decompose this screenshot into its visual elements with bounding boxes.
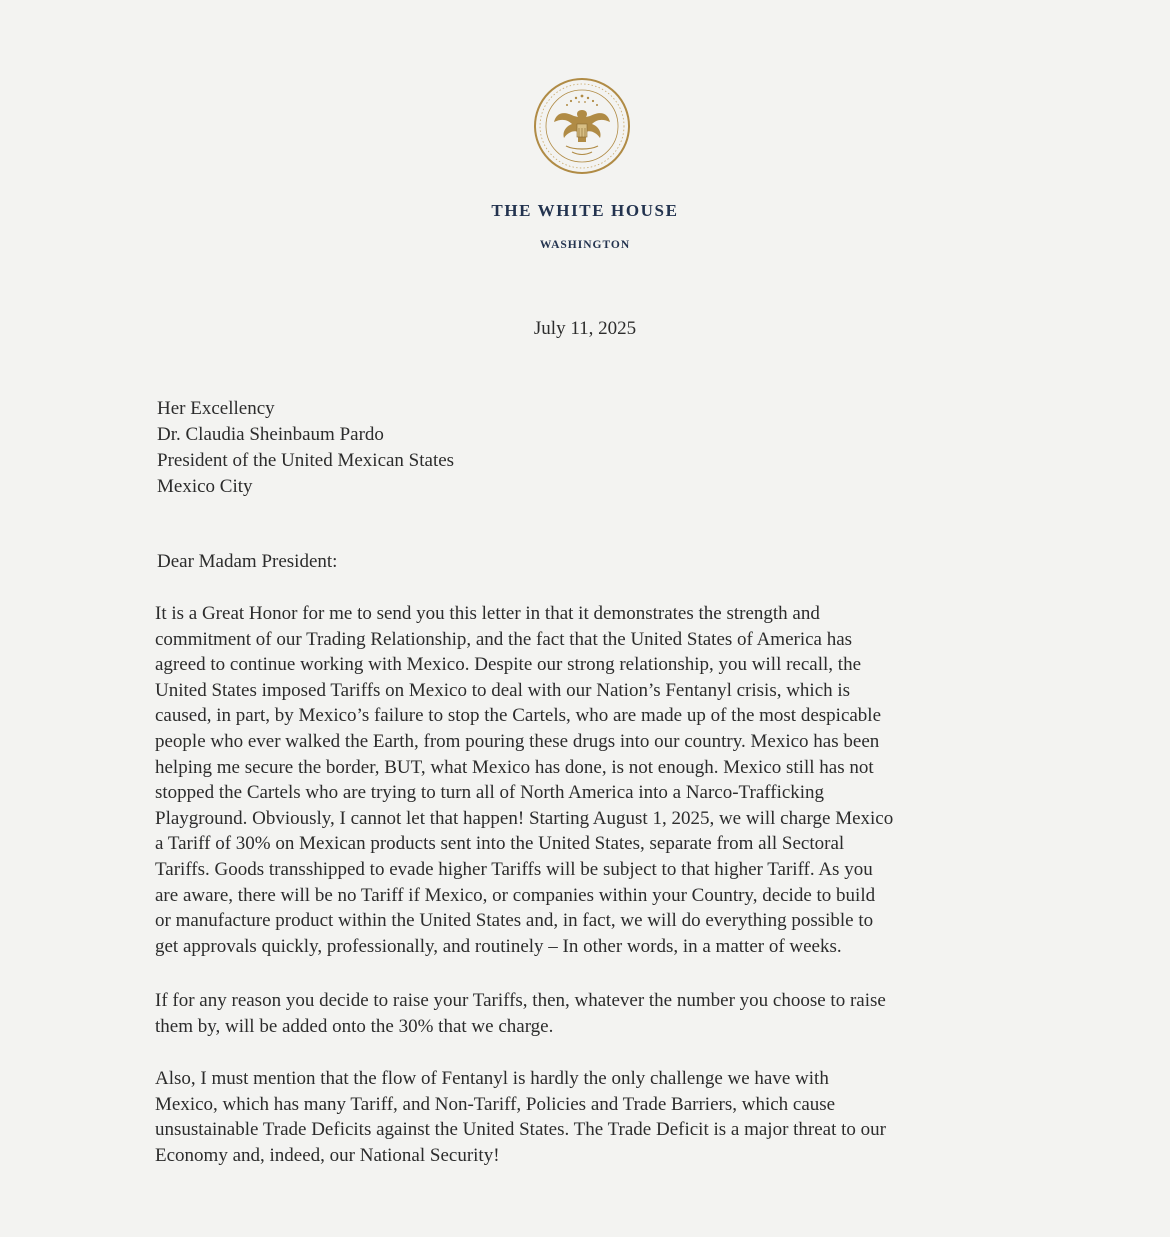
recipient-line: President of the United Mexican States (157, 450, 455, 471)
paragraph-line: commitment of our Trading Relationship, and the fact that the United States of America has (155, 628, 853, 650)
body-paragraph (155, 1066, 886, 1168)
paragraph-line: Tariffs. Goods transshipped to evade higher Tariffs will be subject to that higher Tariff. As you (155, 858, 873, 880)
presidential-seal-icon (532, 76, 632, 176)
paragraph-line: are aware, there will be no Tariff if Mexico, or companies within your Country, decide to build (155, 884, 876, 906)
letterhead-title: THE WHITE HOUSE (491, 201, 679, 220)
paragraph-line: United States imposed Tariffs on Mexico to deal with our Nation’s Fentanyl crisis, which is (155, 679, 851, 701)
letterhead-subtitle: WASHINGTON (539, 239, 631, 251)
paragraph-line: agreed to continue working with Mexico. Despite our strong relationship, you will recall, the (155, 654, 861, 676)
paragraph-line: Mexico, which has many Tariff, and Non-Tariff, Policies and Trade Barriers, which cause (155, 1093, 836, 1115)
paragraph-line: caused, in part, by Mexico’s failure to stop the Cartels, who are made up of the most despicable (155, 705, 882, 727)
recipient-line: Mexico City (157, 476, 253, 497)
body-paragraph (155, 601, 893, 959)
paragraph-line: Also, I must mention that the flow of Fentanyl is hardly the only challenge we have with (155, 1068, 829, 1089)
paragraph-line: unsustainable Trade Deficits against the United States. The Trade Deficit is a major threat to our (155, 1119, 886, 1141)
paragraph-line: them by, will be added onto the 30% that we charge. (155, 1015, 554, 1037)
paragraph-line: or manufacture product within the United States and, in fact, we will do everything possible to (155, 910, 874, 932)
paragraph-line: get approvals quickly, professionally, and routinely – In other words, in a matter of weeks. (155, 935, 842, 957)
body-paragraph (155, 988, 886, 1039)
paragraph-line: a Tariff of 30% on Mexican products sent into the United States, separate from all Sectoral (155, 833, 845, 855)
paragraph-line: stopped the Cartels who are trying to turn all of North America into a Narco-Trafficking (155, 782, 825, 804)
recipient-line: Dr. Claudia Sheinbaum Pardo (157, 424, 384, 445)
paragraph-line: people who ever walked the Earth, from pouring these drugs into our country. Mexico has been (155, 730, 880, 752)
recipient-line: Her Excellency (157, 398, 275, 419)
recipient-address (157, 396, 454, 500)
paragraph-line: Economy and, indeed, our National Security! (155, 1144, 500, 1166)
paragraph-line: If for any reason you decide to raise your Tariffs, then, whatever the number you choose to raise (155, 990, 886, 1011)
salutation: Dear Madam President: (157, 551, 338, 572)
letter-date: July 11, 2025 (533, 318, 637, 339)
paragraph-line: Playground. Obviously, I cannot let that happen! Starting August 1, 2025, we will charge Mexico (155, 807, 894, 829)
paragraph-line: It is a Great Honor for me to send you this letter in that it demonstrates the strength and (155, 603, 820, 624)
paragraph-line: helping me secure the border, BUT, what Mexico has done, is not enough. Mexico still has not (155, 756, 874, 778)
